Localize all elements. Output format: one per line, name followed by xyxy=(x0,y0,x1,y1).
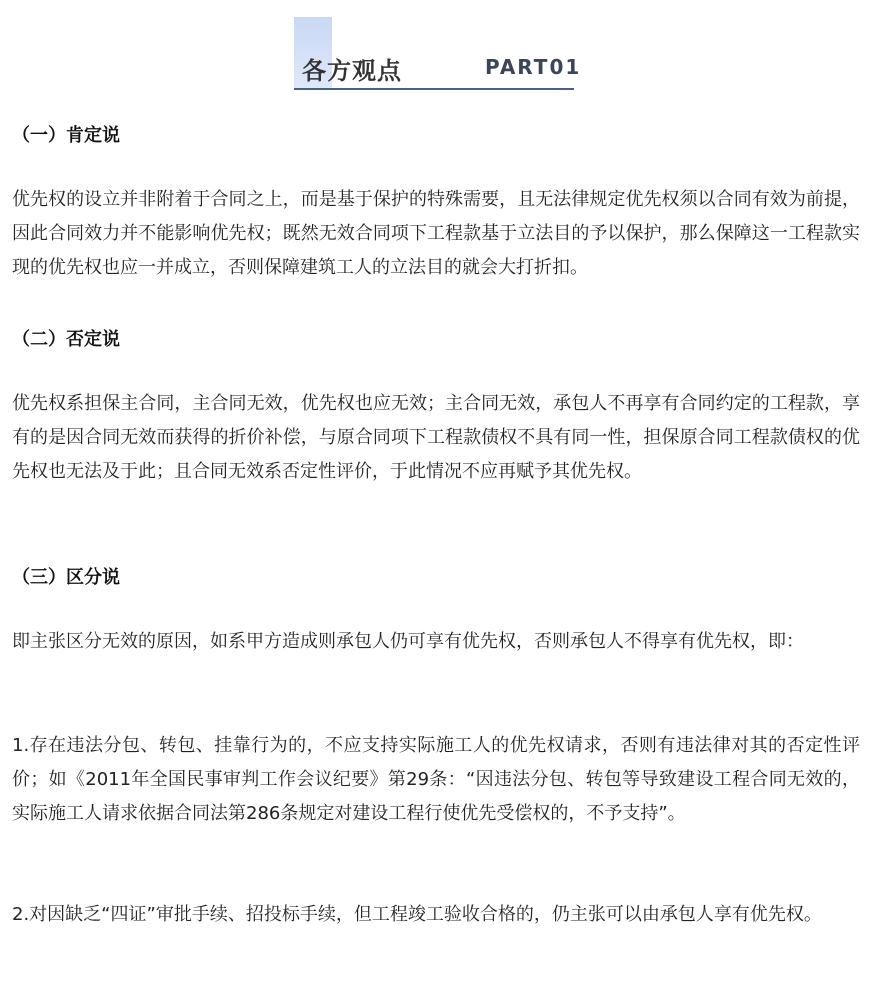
header-underline xyxy=(294,88,574,90)
paragraph-affirmative: 优先权的设立并非附着于合同之上，而是基于保护的特殊需要，且无法律规定优先权须以合同有效为前提，因此合同效力并不能影响优先权；既然无效合同项下工程款基于立法目的予以保护，那么保障这一工程款实现的优先权也应一并成立，否则保障建筑工人的立法目的就会大打折扣。 xyxy=(12,189,860,278)
part-label: PART01 xyxy=(485,55,582,79)
paragraph-distinction-intro: 即主张区分无效的原因，如系甲方造成则承包人仍可享有优先权，否则承包人不得享有优先权，即： xyxy=(12,631,804,652)
heading-affirmative: （一）肯定说 xyxy=(12,125,120,146)
paragraph-distinction-point-2: 2.对因缺乏“四证”审批手续、招投标手续，但工程竣工验收合格的，仍主张可以由承包人享有优先权。 xyxy=(12,904,822,925)
heading-negative: （二）否定说 xyxy=(12,329,120,350)
section-header xyxy=(294,17,582,90)
paragraph-negative: 优先权系担保主合同，主合同无效，优先权也应无效；主合同无效，承包人不再享有合同约定的工程款，享有的是因合同无效而获得的折价补偿，与原合同项下工程款债权不具有同一性，担保原合同工程款债权的优先权也无法及于此；且合同无效系否定性评价，于此情况不应再赋予其优先权。 xyxy=(12,393,860,482)
section-title: 各方观点 xyxy=(302,57,402,85)
paragraph-distinction-point-1: 1.存在违法分包、转包、挂靠行为的，不应支持实际施工人的优先权请求，否则有违法律对其的否定性评价；如《2011年全国民事审判工作会议纪要》第29条：“因违法分包、转包等导致建设工程合同无效的，实际施工人请求依据合同法第286条规定对建设工程行使优先受偿权的，不予支持”。 xyxy=(12,735,860,824)
heading-distinction: （三）区分说 xyxy=(12,567,120,588)
